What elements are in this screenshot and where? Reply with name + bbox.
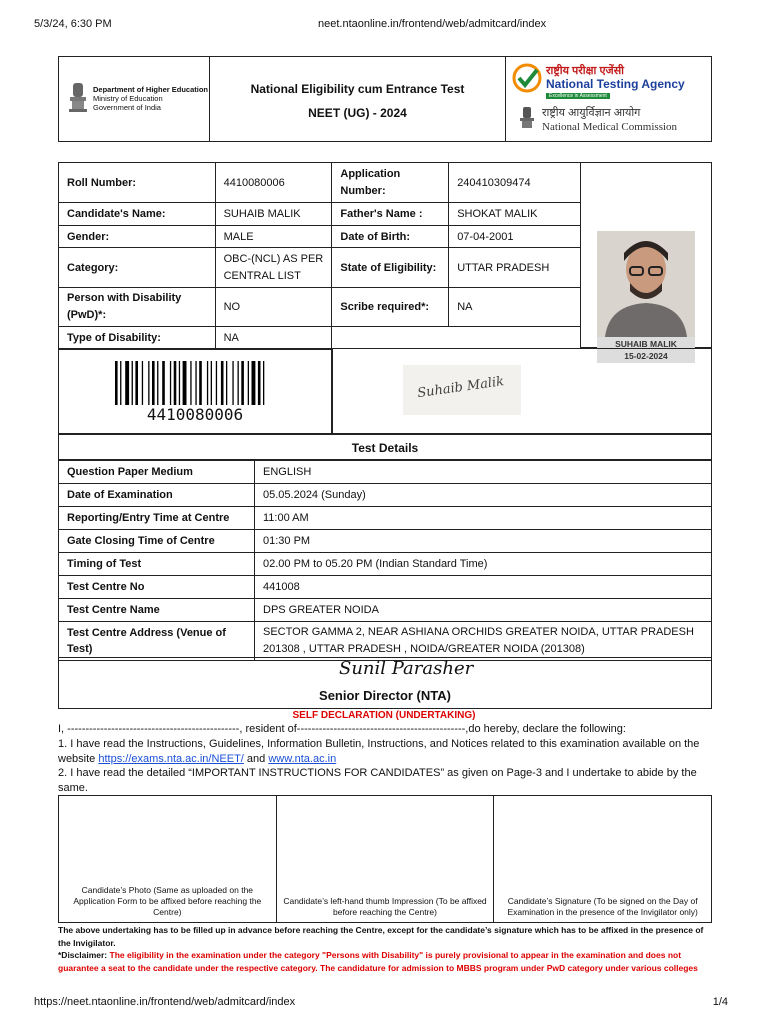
barcode-bar: [142, 361, 143, 405]
test-detail-label: Timing of Test: [59, 553, 255, 576]
agency-logo-block: [506, 57, 711, 141]
dob-label: Date of Birth:: [332, 226, 449, 248]
barcode-icon: [115, 361, 315, 405]
test-centre-address-value: SECTOR GAMMA 2, NEAR ASHIANA ORCHIDS GREATER NOIDA, UTTAR PRADESH 201308 , UTTAR PRADESH , NOIDA/GREATER NOIDA (201308): [255, 622, 712, 661]
nta-hindi: राष्ट्रीय परीक्षा एजेंसी: [546, 65, 624, 77]
test-detail-value: 01:30 PM: [255, 530, 712, 553]
test-detail-row: [59, 507, 712, 530]
barcode-bar: [199, 361, 202, 405]
nta-neet-link[interactable]: https://exams.nta.ac.in/NEET/: [98, 752, 244, 765]
scribe-value: NA: [449, 288, 581, 327]
barcode-bar: [125, 361, 129, 405]
undertaking-note: The above undertaking has to be filled up in advance before reaching the Centre, except for the candidate’s signature which has to be affixed in the presence of the Invigilator.: [58, 925, 704, 948]
test-detail-row: [59, 461, 712, 484]
nmc-english: National Medical Commission: [542, 121, 678, 133]
director-signature-block: [58, 657, 712, 709]
test-detail-row: [59, 576, 712, 599]
undertaking-boxes: [58, 795, 712, 923]
barcode-bar: [135, 361, 138, 405]
barcode-bar: [207, 361, 208, 405]
test-detail-row: [59, 530, 712, 553]
test-detail-value: ENGLISH: [255, 461, 712, 484]
test-centre-address-label: Test Centre Address (Venue of Test): [59, 622, 255, 661]
test-details-title: Test Details: [58, 434, 712, 460]
director-signature: Sunil Parasher: [339, 658, 474, 679]
candidate-signature-text: Suhaib Malik: [416, 374, 505, 402]
scribe-label: Scribe required*:: [332, 288, 449, 327]
emblem-icon: [67, 81, 89, 115]
dob-value: 07-04-2001: [449, 226, 581, 248]
roll-number-value: 4410080006: [215, 163, 332, 203]
exam-title: National Eligibility cum Entrance Test: [250, 82, 465, 96]
gender-value: MALE: [215, 226, 332, 248]
government-name: Government of India: [93, 103, 161, 112]
person-photo-icon: [597, 231, 695, 337]
declaration-point-1: [58, 737, 718, 766]
department-logo-block: [59, 57, 210, 141]
barcode-bar: [238, 361, 239, 405]
test-detail-label: Gate Closing Time of Centre: [59, 530, 255, 553]
barcode-bar: [148, 361, 149, 405]
test-detail-value: 05.05.2024 (Sunday): [255, 484, 712, 507]
nta-logo-icon: [512, 63, 542, 93]
state-eligibility-value: UTTAR PRADESH: [449, 248, 581, 288]
thumb-impression-caption: Candidate’s left-hand thumb Impression (To be affixed before reaching the Centre): [283, 896, 487, 917]
nta-tagline: Excellence in Assessment: [546, 93, 610, 99]
disclaimer-text: The eligibility in the examination under the category "Persons with Disability" is purely provisional to appear in the examination and does not guarantee a seat to the candidate under the respective category. The candidature for admission to MBBS program under PwD category under various colleges: [58, 950, 698, 973]
nmc-hindi: राष्ट्रीय आयुर्विज्ञान आयोग: [542, 107, 641, 119]
barcode-bar: [162, 361, 165, 405]
test-detail-value: 02.00 PM to 05.20 PM (Indian Standard Time): [255, 553, 712, 576]
exam-title-block: [210, 57, 506, 141]
barcode-bar: [170, 361, 171, 405]
candidate-signature-image: [403, 365, 521, 415]
director-title: Senior Director (NTA): [319, 688, 451, 703]
gender-label: Gender:: [59, 226, 216, 248]
barcode-bar: [195, 361, 196, 405]
barcode-bar: [183, 361, 187, 405]
roll-number-label: Roll Number:: [59, 163, 216, 203]
nta-english: National Testing Agency: [546, 77, 685, 91]
barcode-bar: [179, 361, 180, 405]
barcode-bar: [190, 361, 191, 405]
candidate-signature-caption: Candidate’s Signature (To be signed on the Day of Examination in the presence of the Invigilator only): [507, 896, 698, 917]
barcode-bar: [174, 361, 177, 405]
test-detail-value: DPS GREATER NOIDA: [255, 599, 712, 622]
category-label: Category:: [59, 248, 216, 288]
test-detail-label: Test Centre No: [59, 576, 255, 599]
print-url: neet.ntaonline.in/frontend/web/admitcard/index: [318, 18, 547, 30]
candidate-photo-caption: Candidate’s Photo (Same as uploaded on the Application Form to be affixed before reaching the Centre): [73, 885, 262, 917]
disclaimer-label: *Disclaimer:: [58, 950, 108, 960]
candidate-signature-box: [494, 796, 711, 922]
test-detail-value: 441008: [255, 576, 712, 599]
self-declaration-heading: SELF DECLARATION (UNDERTAKING): [292, 710, 476, 721]
test-detail-row: [59, 484, 712, 507]
footer-url: https://neet.ntaonline.in/frontend/web/admitcard/index: [34, 996, 296, 1008]
photo-caption-date: 15-02-2024: [624, 351, 668, 361]
declaration-line: I, -----------------------------------------------, resident of----------------------------------------------,do hereby, declare the following:: [58, 723, 626, 735]
test-detail-row: [59, 599, 712, 622]
photo-caption-name: SUHAIB MALIK: [615, 339, 677, 349]
declaration-point-1-text: 1. I have read the Instructions, Guidelines, Information Bulletin, Instructions, and Notices related to this examination available on the website: [58, 738, 700, 765]
test-details-table: [58, 460, 712, 661]
disability-type-label: Type of Disability:: [59, 327, 216, 350]
test-detail-label: Reporting/Entry Time at Centre: [59, 507, 255, 530]
candidate-name-label: Candidate's Name:: [59, 203, 216, 226]
admit-card-header: [58, 56, 712, 142]
test-detail-label: Test Centre Name: [59, 599, 255, 622]
thumb-impression-box: [277, 796, 495, 922]
barcode-bar: [232, 361, 233, 405]
candidate-name-value: SUHAIB MALIK: [215, 203, 332, 226]
barcode-bar: [115, 361, 118, 405]
nmc-emblem-icon: [518, 105, 536, 133]
nta-website-link[interactable]: www.nta.ac.in: [268, 752, 337, 765]
test-detail-row: [59, 553, 712, 576]
test-detail-value: 11:00 AM: [255, 507, 712, 530]
declaration-point-2: 2. I have read the detailed “IMPORTANT INSTRUCTIONS FOR CANDIDATES” as given on Page-3 and I undertake to abide by the same.: [58, 767, 697, 794]
barcode-bar: [252, 361, 256, 405]
candidate-photo: [597, 231, 695, 363]
page-number: 1/4: [712, 996, 728, 1008]
application-number-label: Application Number:: [332, 163, 449, 203]
dept-name: Department of Higher Education: [93, 85, 209, 94]
ministry-name: Ministry of Education: [93, 94, 163, 103]
barcode-cell: [58, 348, 332, 434]
exam-subtitle: NEET (UG) - 2024: [308, 106, 407, 120]
barcode-bar: [241, 361, 244, 405]
test-detail-label: Question Paper Medium: [59, 461, 255, 484]
print-datetime: 5/3/24, 6:30 PM: [34, 18, 112, 30]
barcode-bar: [157, 361, 158, 405]
barcode-bar: [226, 361, 227, 405]
candidate-photo-box: [59, 796, 277, 922]
signature-cell: [332, 348, 712, 434]
test-detail-label: Date of Examination: [59, 484, 255, 507]
barcode-bar: [216, 361, 217, 405]
pwd-value: NO: [215, 288, 332, 327]
barcode-bar: [248, 361, 249, 405]
barcode-bar: [152, 361, 155, 405]
pwd-label: Person with Disability (PwD)*:: [59, 288, 216, 327]
disclaimer: [58, 949, 714, 974]
disability-type-value: NA: [215, 327, 332, 350]
and-text: and: [243, 752, 269, 765]
barcode-bar: [263, 361, 264, 405]
state-eligibility-label: State of Eligibility:: [332, 248, 449, 288]
barcode-bar: [120, 361, 121, 405]
application-number-value: 240410309474: [449, 163, 581, 203]
barcode-number: 4410080006: [146, 405, 244, 424]
father-name-value: SHOKAT MALIK: [449, 203, 581, 226]
father-name-label: Father's Name :: [332, 203, 449, 226]
barcode-bar: [132, 361, 133, 405]
candidate-photo-cell: [580, 162, 712, 361]
category-value: OBC-(NCL) AS PER CENTRAL LIST: [215, 248, 332, 288]
barcode-bar: [258, 361, 261, 405]
barcode-bar: [211, 361, 212, 405]
barcode-bar: [221, 361, 224, 405]
